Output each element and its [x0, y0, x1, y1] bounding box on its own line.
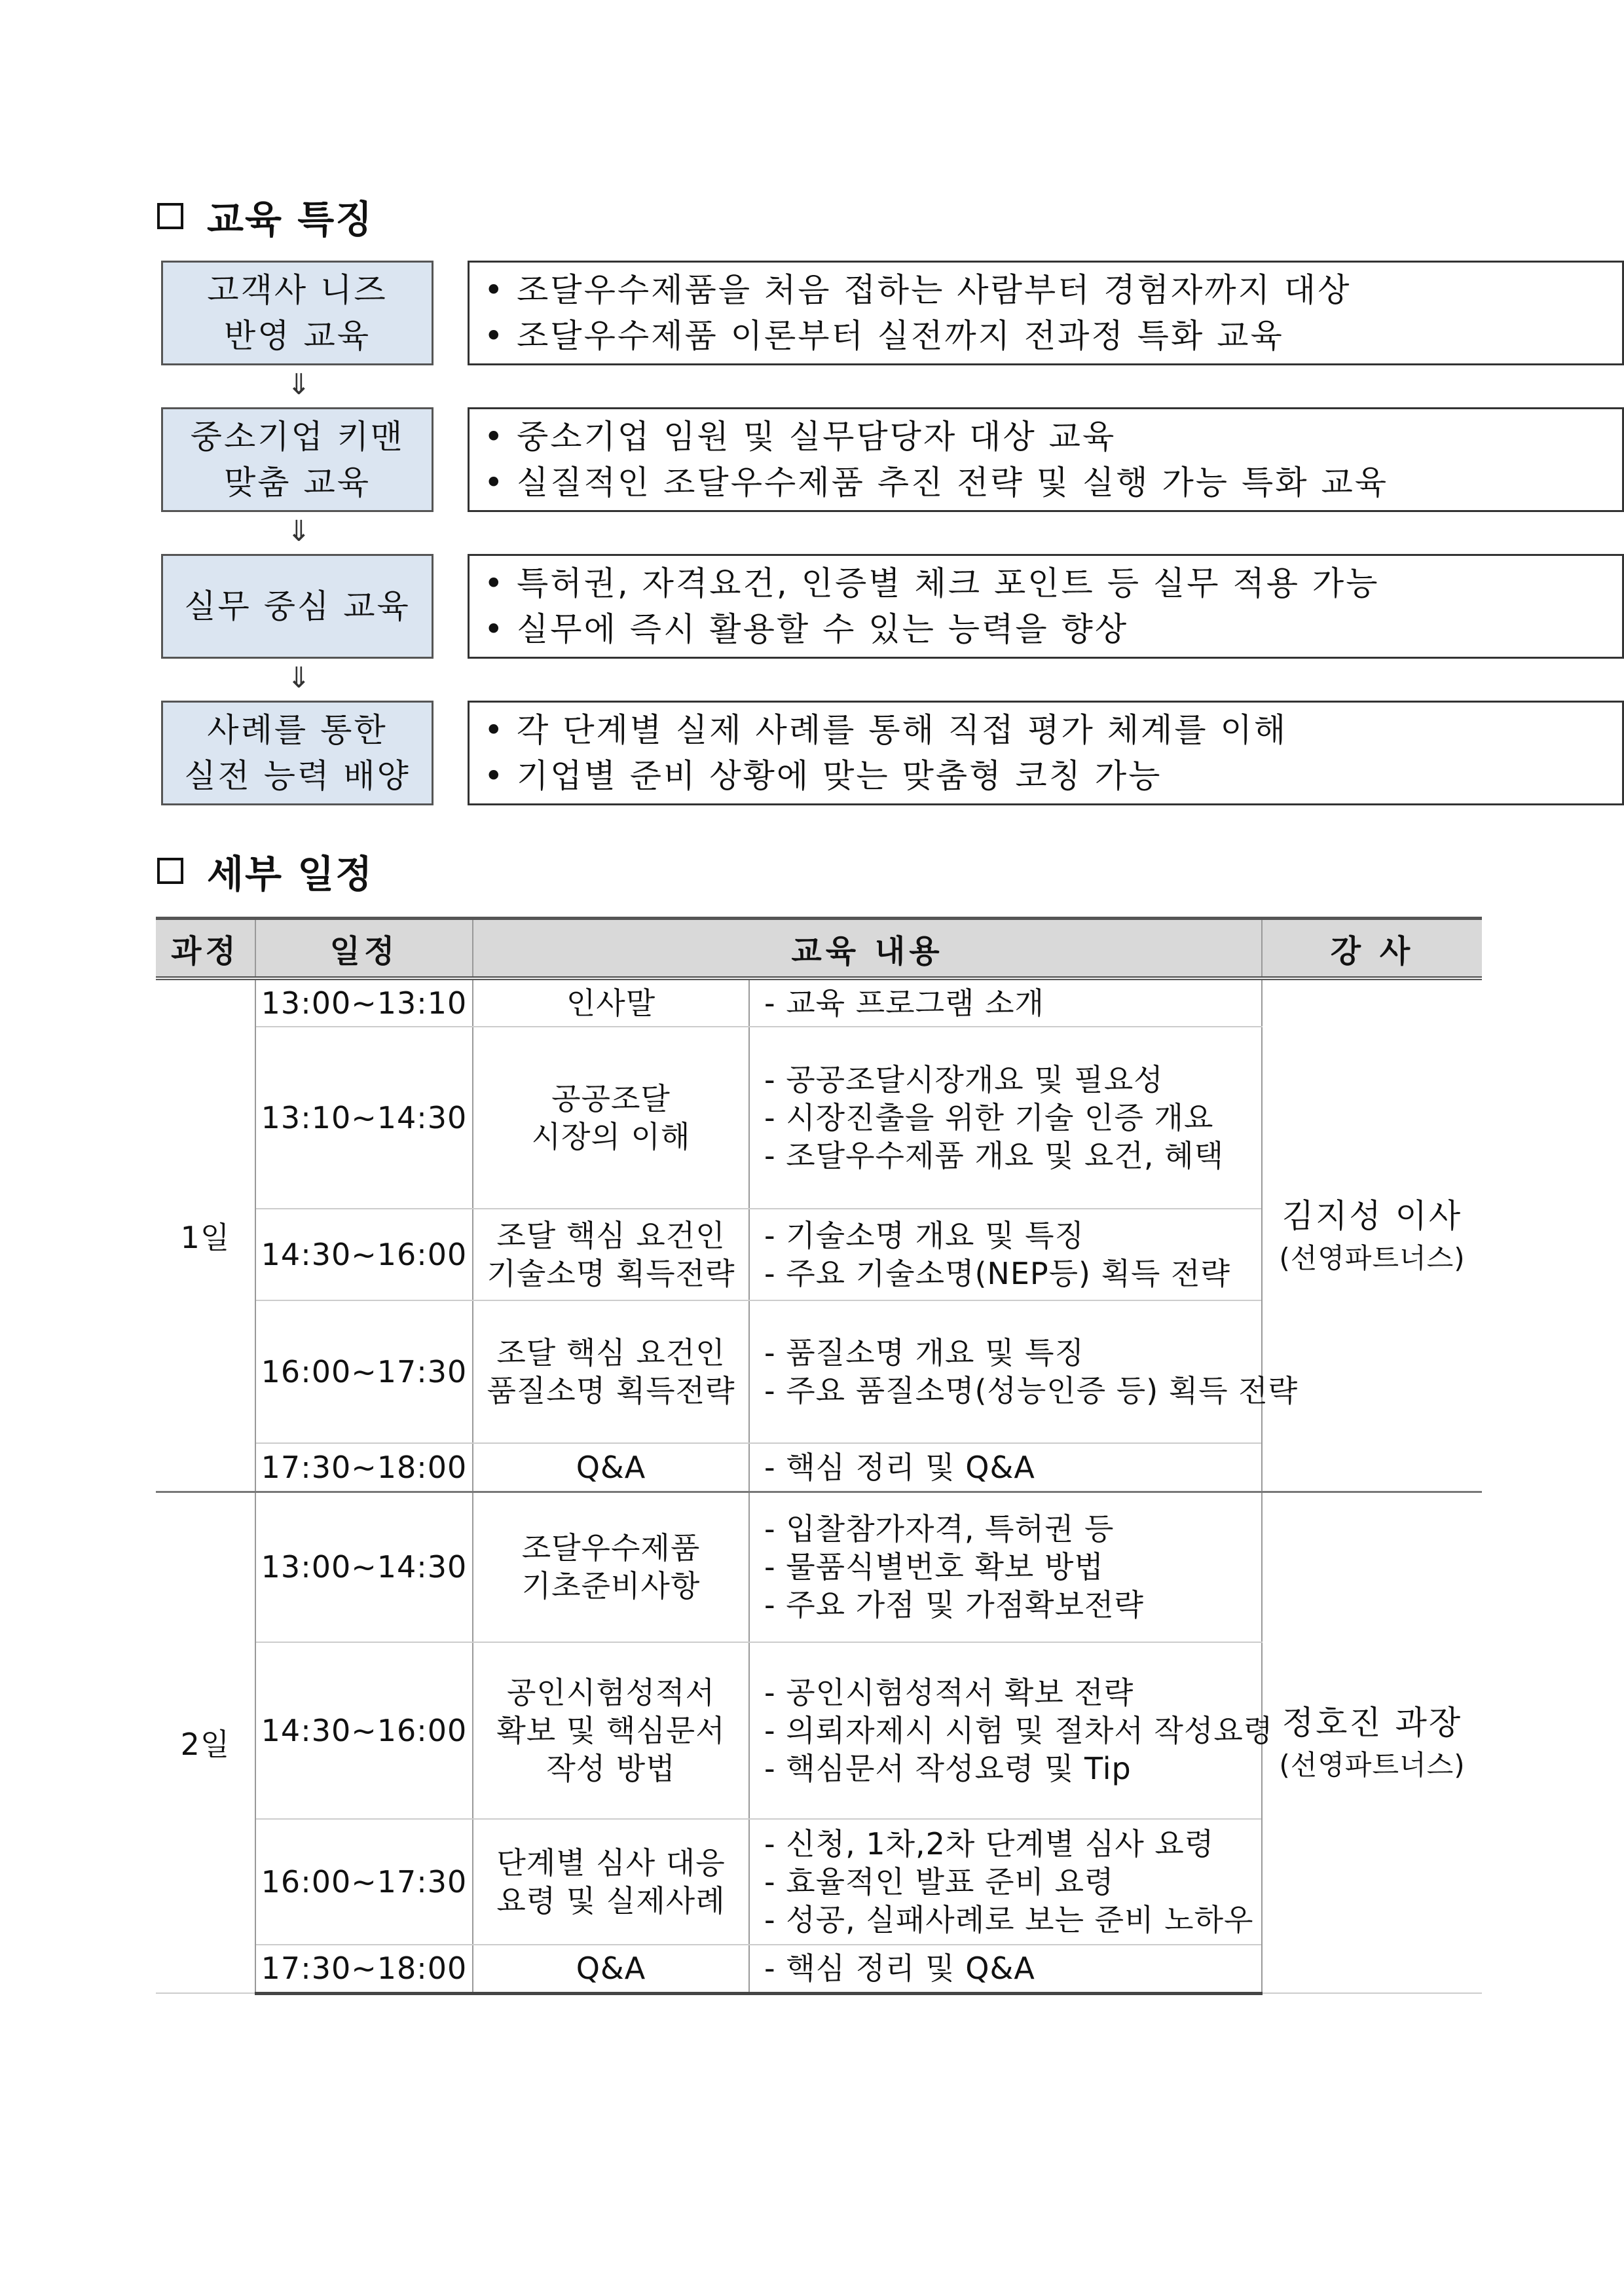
feature-label-line: 실무 중심 교육 [184, 587, 411, 625]
item-line: - 공공조달시장개요 및 필요성 [764, 1062, 1164, 1097]
bullet-icon: • [484, 317, 506, 355]
item-line: - 조달우수제품 개요 및 요건, 혜택 [764, 1138, 1224, 1173]
topic-line: 공인시험성적서 [506, 1675, 716, 1710]
item-line: - 핵심문서 작성요령 및 Tip [764, 1751, 1132, 1786]
item-line: - 의뢰자제시 시험 및 절차서 작성요령 [764, 1713, 1274, 1748]
feature-bullet-text: 실질적인 조달우수제품 추진 전략 및 실행 가능 특화 교육 [517, 464, 1389, 502]
feature-label-line: 반영 교육 [223, 317, 371, 355]
topic-cell [473, 1209, 749, 1300]
feature-row [161, 407, 1464, 512]
day-cell: 1일 [156, 978, 255, 1492]
topic-line: 품질소명 획득전략 [487, 1373, 735, 1408]
feature-bullet [484, 414, 1622, 460]
items-cell [749, 1027, 1262, 1209]
topic-line: Q&A [576, 1951, 646, 1987]
day-cell: 2일 [156, 1492, 255, 1993]
items-cell [749, 978, 1262, 1027]
topic-cell [473, 1492, 749, 1642]
items-cell [749, 1300, 1299, 1443]
feature-label [161, 554, 434, 659]
feature-description [468, 261, 1624, 365]
topic-line: 확보 및 핵심문서 [496, 1713, 726, 1748]
item-line: - 효율적인 발표 준비 요령 [764, 1864, 1115, 1900]
feature-bullet [484, 707, 1622, 753]
topic-cell [473, 1300, 749, 1443]
feature-bullet [484, 606, 1622, 652]
item-line: - 핵심 정리 및 Q&A [764, 1951, 1035, 1987]
item-line: - 공인시험성적서 확보 전략 [764, 1675, 1134, 1710]
feature-label-line: 맞춤 교육 [223, 464, 371, 502]
items-cell [749, 1819, 1262, 1945]
time-cell: 13:00~13:10 [255, 978, 473, 1027]
topic-line: Q&A [576, 1449, 646, 1485]
header-course: 과정 [156, 919, 255, 979]
item-line: - 신청, 1차,2차 단계별 심사 요령 [764, 1826, 1215, 1862]
topic-cell [473, 1027, 749, 1209]
feature-label-line: 중소기업 키맨 [190, 418, 405, 456]
topic-line: 기초준비사항 [521, 1568, 701, 1604]
checkbox-icon [157, 203, 183, 229]
feature-bullet-text: 기업별 준비 상황에 맞는 맞춤형 코칭 가능 [517, 757, 1162, 795]
feature-bullet-text: 각 단계별 실제 사례를 통해 직접 평가 체계를 이해 [517, 711, 1288, 749]
item-line: - 교육 프로그램 소개 [764, 985, 1044, 1021]
time-cell: 14:30~16:00 [255, 1209, 473, 1300]
item-line: - 입찰참가자격, 특허권 등 [764, 1511, 1115, 1547]
item-line: - 주요 가점 및 가점확보전략 [764, 1587, 1144, 1623]
topic-line: 요령 및 실제사례 [496, 1883, 726, 1919]
down-arrow-icon: ⇓ [287, 368, 311, 401]
feature-label-line: 고객사 니즈 [207, 271, 388, 309]
bullet-icon: • [484, 464, 506, 502]
feature-bullet [484, 267, 1622, 313]
feature-description [468, 554, 1624, 659]
items-cell [749, 1209, 1262, 1300]
item-line: - 시장진출을 위한 기술 인증 개요 [764, 1100, 1214, 1135]
feature-label [161, 261, 434, 365]
topic-line: 공공조달 [551, 1081, 671, 1116]
feature-row [161, 701, 1464, 805]
item-line: - 물품식별번호 확보 방법 [764, 1549, 1104, 1585]
topic-cell [473, 1642, 749, 1819]
table-row [156, 1492, 1482, 1642]
header-lecturer: 강 사 [1262, 919, 1482, 979]
feature-bullet [484, 313, 1622, 359]
topic-cell [473, 1945, 749, 1993]
bullet-icon: • [484, 757, 506, 795]
feature-bullet [484, 460, 1622, 505]
topic-cell [473, 1443, 749, 1492]
schedule-table [156, 917, 1482, 1995]
bullet-icon: • [484, 418, 506, 456]
feature-bullet [484, 753, 1622, 799]
topic-line: 조달 핵심 요건인 [496, 1335, 726, 1370]
lecturer-org: (선영파트너스) [1279, 1241, 1466, 1274]
time-cell: 16:00~17:30 [255, 1300, 473, 1443]
feature-description [468, 407, 1624, 512]
header-content: 교육 내용 [473, 919, 1262, 979]
schedule-section-title [157, 843, 373, 898]
feature-bullet-text: 중소기업 임원 및 실무담당자 대상 교육 [517, 418, 1116, 456]
item-line: - 기술소명 개요 및 특징 [764, 1218, 1085, 1253]
feature-label [161, 407, 434, 512]
down-arrow-icon: ⇓ [287, 661, 311, 695]
features-title-text: 교육 특징 [207, 197, 374, 242]
items-cell [749, 1642, 1274, 1819]
features-section-title [157, 189, 373, 244]
item-line: - 핵심 정리 및 Q&A [764, 1449, 1035, 1485]
topic-line: 조달우수제품 [521, 1530, 701, 1566]
topic-line: 시장의 이해 [531, 1119, 691, 1154]
topic-cell [473, 978, 749, 1027]
time-cell: 14:30~16:00 [255, 1642, 473, 1819]
topic-line: 작성 방법 [546, 1751, 676, 1786]
item-line: - 주요 품질소명(성능인증 등) 획득 전략 [764, 1373, 1299, 1408]
item-line: - 품질소명 개요 및 특징 [764, 1335, 1085, 1370]
bullet-icon: • [484, 610, 506, 648]
lecturer-org: (선영파트너스) [1279, 1749, 1466, 1782]
item-line: - 성공, 실패사례로 보는 준비 노하우 [764, 1902, 1254, 1937]
table-row [156, 978, 1482, 1027]
feature-label-line: 실전 능력 배양 [184, 757, 411, 795]
items-cell [749, 1443, 1262, 1492]
header-time: 일정 [255, 919, 473, 979]
feature-bullet [484, 560, 1622, 606]
topic-line: 단계별 심사 대응 [496, 1845, 726, 1881]
time-cell: 13:00~14:30 [255, 1492, 473, 1642]
topic-line: 인사말 [566, 985, 656, 1021]
lecturer-cell [1262, 1492, 1482, 1993]
lecturer-cell [1262, 978, 1482, 1492]
items-cell [749, 1945, 1262, 1993]
feature-bullet-text: 특허권, 자격요건, 인증별 체크 포인트 등 실무 적용 가능 [517, 564, 1380, 602]
bullet-icon: • [484, 564, 506, 602]
feature-row [161, 554, 1464, 659]
time-cell: 16:00~17:30 [255, 1819, 473, 1945]
time-cell: 17:30~18:00 [255, 1443, 473, 1492]
feature-label-line: 사례를 통한 [207, 711, 388, 749]
time-cell: 17:30~18:00 [255, 1945, 473, 1993]
feature-label [161, 701, 434, 805]
topic-cell [473, 1819, 749, 1945]
bullet-icon: • [484, 711, 506, 749]
lecturer-name: 정호진 과장 [1282, 1704, 1463, 1742]
bullet-icon: • [484, 271, 506, 309]
table-header-row [156, 919, 1482, 979]
topic-line: 조달 핵심 요건인 [496, 1218, 726, 1253]
checkbox-icon [157, 858, 183, 884]
topic-line: 기술소명 획득전략 [487, 1256, 735, 1291]
items-cell [749, 1492, 1262, 1642]
time-cell: 13:10~14:30 [255, 1027, 473, 1209]
feature-bullet-text: 조달우수제품을 처음 접하는 사람부터 경험자까지 대상 [517, 271, 1352, 309]
item-line: - 주요 기술소명(NEP등) 획득 전략 [764, 1256, 1230, 1291]
feature-bullet-text: 실무에 즉시 활용할 수 있는 능력을 향상 [517, 610, 1129, 648]
down-arrow-icon: ⇓ [287, 515, 311, 548]
schedule-title-text: 세부 일정 [207, 852, 374, 896]
feature-bullet-text: 조달우수제품 이론부터 실전까지 전과정 특화 교육 [517, 317, 1284, 355]
feature-row [161, 261, 1464, 365]
feature-description [468, 701, 1624, 805]
lecturer-name: 김지성 이사 [1282, 1196, 1463, 1235]
